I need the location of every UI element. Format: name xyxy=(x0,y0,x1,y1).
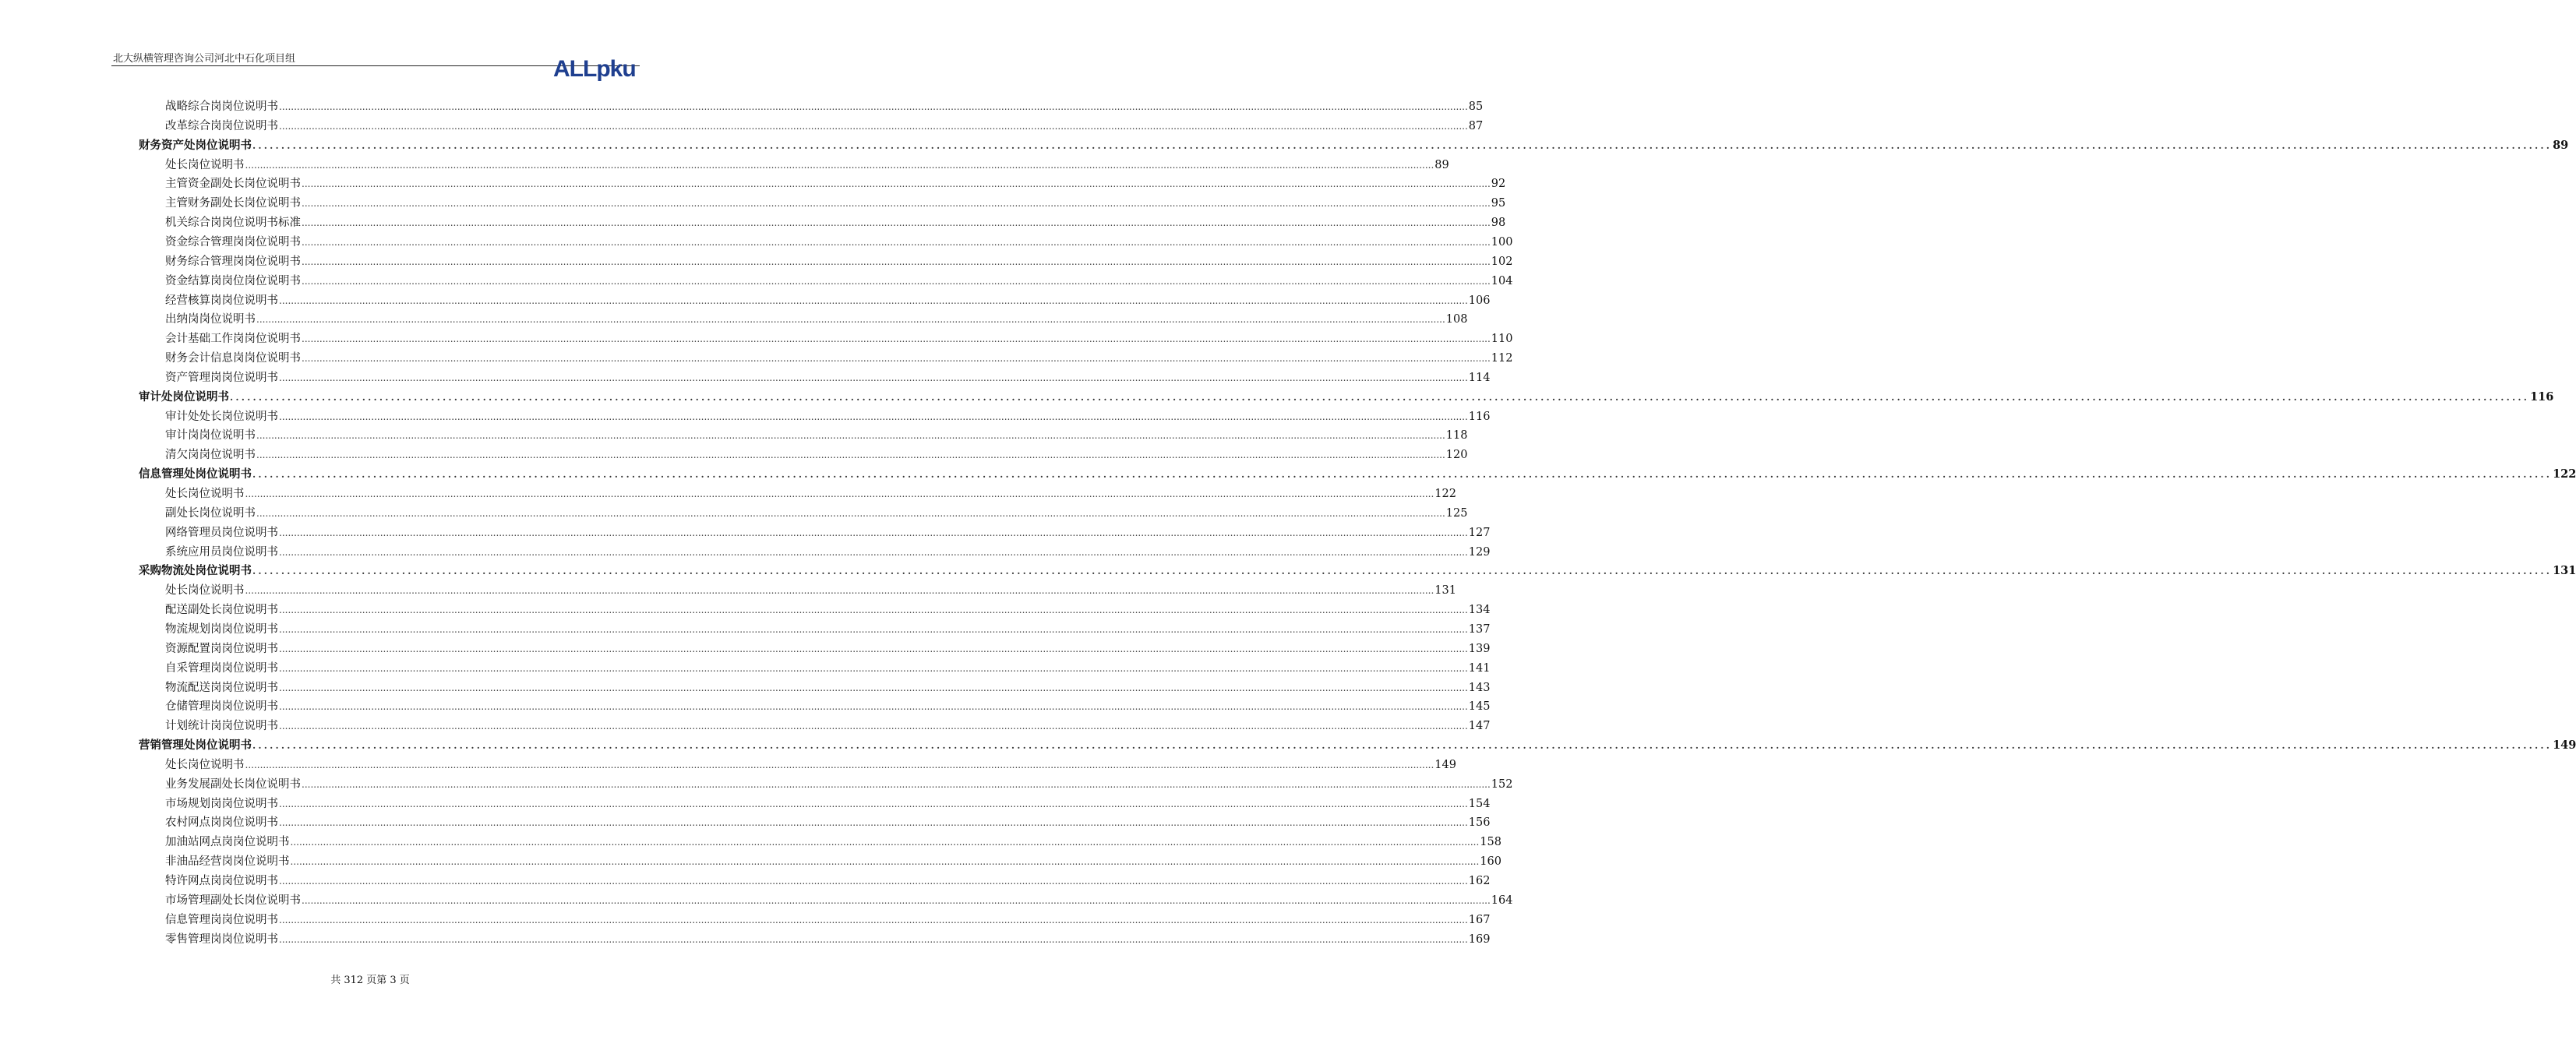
toc-section-entry[interactable] xyxy=(139,465,2576,485)
toc-entry-title: 改革综合岗岗位说明书 xyxy=(165,119,278,132)
toc-entry-title: 采购物流处岗位说明书 xyxy=(139,564,252,578)
toc-leader-dots: ................................................................................................................................................................................................................................................................................................................................................................................................................ xyxy=(279,643,1468,654)
toc-entry[interactable] xyxy=(165,813,1491,833)
toc-entry-title: 非油品经营岗岗位说明书 xyxy=(165,855,290,869)
toc-section-entry[interactable] xyxy=(139,388,2554,407)
toc-entry-page: 147 xyxy=(1468,720,1491,733)
toc-entry[interactable] xyxy=(165,581,1456,601)
toc-entry[interactable] xyxy=(165,291,1491,311)
toc-entry-title: 副处长岗位说明书 xyxy=(165,506,256,520)
toc-entry-title: 系统应用员岗位说明书 xyxy=(165,545,278,559)
toc-leader-dots: ................................................................................................................................................................................................................................................................................................................................................................................................................ xyxy=(279,527,1468,538)
toc-leader-dots: ................................................................................................................................................................................................................................................................................................................................................................................................................ xyxy=(302,778,1491,790)
toc-entry-page: 102 xyxy=(1491,255,1513,268)
toc-entry-title: 信息管理处岗位说明书 xyxy=(139,467,252,481)
toc-entry[interactable] xyxy=(165,446,1468,465)
toc-entry[interactable] xyxy=(165,252,1513,272)
toc-entry-page: 89 xyxy=(2553,138,2569,152)
toc-entry-page: 167 xyxy=(1468,913,1491,926)
toc-leader-dots: ................................................................................................................................................................................................................................................................................................................................................................................................................ xyxy=(290,837,1480,848)
toc-entry[interactable] xyxy=(165,795,1491,814)
toc-leader-dots: ................................................................................................................................................................................................................................................................................................................................................................................................................ xyxy=(302,217,1491,229)
toc-leader-dots: ................................................................................................................................................................................................................................................................................................................................................................................................................ xyxy=(302,198,1491,210)
toc-entry-title: 处长岗位说明书 xyxy=(165,758,245,771)
toc-entry-page: 122 xyxy=(2553,467,2576,481)
toc-entry-page: 169 xyxy=(1468,932,1491,946)
toc-entry[interactable] xyxy=(165,524,1491,543)
toc-leader-dots: ................................................................................................................................................................................................................................................................................................................................................................................................................ xyxy=(245,759,1434,770)
toc-leader-dots: ................................................................................................................................................................................................................................................................................................................................................................................................................ xyxy=(290,856,1480,868)
toc-leader-dots: ................................................................................................................................................................................................................................................................................................................................................................................................................ xyxy=(252,740,2553,752)
toc-leader-dots: ................................................................................................................................................................................................................................................................................................................................................................................................................ xyxy=(279,876,1468,887)
toc-leader-dots: ................................................................................................................................................................................................................................................................................................................................................................................................................ xyxy=(279,546,1468,558)
toc-leader-dots: ................................................................................................................................................................................................................................................................................................................................................................................................................ xyxy=(279,605,1468,616)
toc-entry-page: 162 xyxy=(1468,875,1491,887)
toc-entry[interactable] xyxy=(165,194,1506,213)
toc-entry-page: 149 xyxy=(1434,758,1456,771)
toc-entry-title: 市场管理副处长岗位说明书 xyxy=(165,894,301,907)
toc-entry-title: 资源配置岗岗位说明书 xyxy=(165,642,278,655)
toc-leader-dots: ................................................................................................................................................................................................................................................................................................................................................................................................................ xyxy=(279,623,1468,635)
toc-leader-dots: ................................................................................................................................................................................................................................................................................................................................................................................................................ xyxy=(279,798,1468,809)
toc-entry[interactable] xyxy=(165,213,1506,233)
toc-leader-dots: ................................................................................................................................................................................................................................................................................................................................................................................................................ xyxy=(252,139,2553,151)
toc-leader-dots: ................................................................................................................................................................................................................................................................................................................................................................................................................ xyxy=(245,488,1434,499)
toc-entry[interactable] xyxy=(165,407,1491,427)
toc-entry-title: 零售管理岗岗位说明书 xyxy=(165,932,278,946)
toc-entry[interactable] xyxy=(165,717,1491,736)
toc-entry-page: 149 xyxy=(2553,739,2576,753)
toc-leader-dots: ................................................................................................................................................................................................................................................................................................................................................................................................................ xyxy=(252,469,2553,481)
toc-entry-page: 131 xyxy=(2553,564,2576,578)
toc-entry-page: 137 xyxy=(1468,622,1491,636)
toc-entry-page: 134 xyxy=(1468,604,1491,617)
toc-leader-dots: ................................................................................................................................................................................................................................................................................................................................................................................................................ xyxy=(256,507,1445,519)
toc-leader-dots: ................................................................................................................................................................................................................................................................................................................................................................................................................ xyxy=(279,933,1468,945)
toc-leader-dots: ................................................................................................................................................................................................................................................................................................................................................................................................................ xyxy=(256,314,1445,326)
toc-entry[interactable] xyxy=(165,504,1468,524)
toc-section-entry[interactable] xyxy=(139,562,2576,581)
toc-leader-dots: ................................................................................................................................................................................................................................................................................................................................................................................................................ xyxy=(279,101,1468,112)
toc-leader-dots: ................................................................................................................................................................................................................................................................................................................................................................................................................ xyxy=(279,372,1468,383)
toc-leader-dots: ................................................................................................................................................................................................................................................................................................................................................................................................................ xyxy=(302,236,1491,248)
toc-entry-page: 100 xyxy=(1491,235,1513,249)
toc-entry-title: 财务综合管理岗岗位说明书 xyxy=(165,255,301,268)
toc-leader-dots: ................................................................................................................................................................................................................................................................................................................................................................................................................ xyxy=(302,256,1491,267)
toc-leader-dots: ................................................................................................................................................................................................................................................................................................................................................................................................................ xyxy=(256,430,1445,442)
toc-entry-title: 资金综合管理岗岗位说明书 xyxy=(165,235,301,249)
toc-leader-dots: ................................................................................................................................................................................................................................................................................................................................................................................................................ xyxy=(302,333,1491,345)
toc-leader-dots: ................................................................................................................................................................................................................................................................................................................................................................................................................ xyxy=(279,662,1468,674)
toc-entry-title: 信息管理岗岗位说明书 xyxy=(165,913,278,926)
toc-entry-page: 98 xyxy=(1491,217,1506,230)
toc-entry-title: 财务会计信息岗岗位说明书 xyxy=(165,352,301,365)
toc-leader-dots: ................................................................................................................................................................................................................................................................................................................................................................................................................ xyxy=(245,585,1434,597)
toc-entry-title: 物流配送岗岗位说明书 xyxy=(165,681,278,694)
toc-entry-title: 出纳岗岗位说明书 xyxy=(165,313,256,326)
toc-entry[interactable] xyxy=(165,97,1484,117)
toc-entry-title: 主管财务副处长岗位说明书 xyxy=(165,197,301,210)
toc-entry[interactable] xyxy=(165,543,1491,562)
toc-entry-page: 131 xyxy=(1434,584,1456,598)
toc-section-entry[interactable] xyxy=(139,136,2569,156)
toc-entry-page: 120 xyxy=(1445,449,1468,462)
toc-entry-page: 92 xyxy=(1491,178,1506,191)
toc-entry-page: 139 xyxy=(1468,642,1491,655)
toc-entry[interactable] xyxy=(165,233,1513,252)
toc-entry-page: 125 xyxy=(1445,506,1468,520)
toc-entry[interactable] xyxy=(165,697,1491,717)
toc-entry[interactable] xyxy=(165,852,1501,872)
toc-leader-dots: ................................................................................................................................................................................................................................................................................................................................................................................................................ xyxy=(302,275,1491,287)
logo-text: ALLpku xyxy=(553,56,636,82)
toc-entry[interactable] xyxy=(165,620,1491,640)
toc-leader-dots: ................................................................................................................................................................................................................................................................................................................................................................................................................ xyxy=(256,449,1445,461)
toc-leader-dots: ................................................................................................................................................................................................................................................................................................................................................................................................................ xyxy=(245,159,1434,171)
toc-entry-page: 116 xyxy=(2530,390,2554,404)
toc-entry[interactable] xyxy=(165,911,1491,930)
toc-entry-page: 154 xyxy=(1468,797,1491,810)
toc-entry-title: 仓储管理岗岗位说明书 xyxy=(165,700,278,714)
toc-entry-page: 106 xyxy=(1468,294,1491,307)
toc-entry[interactable] xyxy=(165,368,1491,388)
toc-entry-page: 114 xyxy=(1468,371,1491,384)
toc-entry-title: 审计处岗位说明书 xyxy=(139,390,229,404)
toc-entry-title: 清欠岗岗位说明书 xyxy=(165,449,256,462)
company-logo xyxy=(553,55,644,84)
toc-entry-title: 财务资产处岗位说明书 xyxy=(139,138,252,152)
toc-entry-page: 141 xyxy=(1468,661,1491,675)
toc-entry-title: 战略综合岗岗位说明书 xyxy=(165,100,278,113)
toc-leader-dots: ................................................................................................................................................................................................................................................................................................................................................................................................................ xyxy=(279,411,1468,422)
toc-entry-title: 业务发展副处长岗位说明书 xyxy=(165,777,301,791)
page-footer: 共 312 页第 3 页 xyxy=(330,975,410,986)
toc-entry[interactable] xyxy=(165,679,1491,698)
toc-entry[interactable] xyxy=(165,601,1491,620)
toc-leader-dots: ................................................................................................................................................................................................................................................................................................................................................................................................................ xyxy=(302,894,1491,906)
toc-leader-dots: ................................................................................................................................................................................................................................................................................................................................................................................................................ xyxy=(279,817,1468,829)
toc-entry-page: 110 xyxy=(1491,333,1513,346)
toc-entry-title: 物流规划岗岗位说明书 xyxy=(165,622,278,636)
toc-entry[interactable] xyxy=(165,833,1501,852)
toc-leader-dots: ................................................................................................................................................................................................................................................................................................................................................................................................................ xyxy=(230,391,2530,403)
toc-entry-title: 会计基础工作岗岗位说明书 xyxy=(165,333,301,346)
toc-entry-title: 计划统计岗岗位说明书 xyxy=(165,720,278,733)
toc-entry[interactable] xyxy=(165,659,1491,679)
toc-entry[interactable] xyxy=(165,117,1484,136)
toc-entry-title: 资产管理岗岗位说明书 xyxy=(165,371,278,384)
toc-leader-dots: ................................................................................................................................................................................................................................................................................................................................................................................................................ xyxy=(302,178,1491,190)
toc-leader-dots: ................................................................................................................................................................................................................................................................................................................................................................................................................ xyxy=(279,120,1468,132)
toc-entry-page: 122 xyxy=(1434,488,1456,500)
toc-leader-dots: ................................................................................................................................................................................................................................................................................................................................................................................................................ xyxy=(279,914,1468,925)
toc-entry-page: 127 xyxy=(1468,526,1491,539)
toc-entry-page: 108 xyxy=(1445,313,1468,326)
toc-entry-page: 160 xyxy=(1480,855,1501,869)
toc-entry-page: 116 xyxy=(1468,410,1491,423)
toc-entry[interactable] xyxy=(165,156,1449,175)
toc-entry[interactable] xyxy=(165,872,1491,891)
toc-entry-page: 152 xyxy=(1491,777,1513,791)
toc-entry-page: 156 xyxy=(1468,816,1491,830)
toc-entry-page: 158 xyxy=(1480,836,1501,849)
toc-entry-page: 95 xyxy=(1491,197,1506,210)
toc-entry-title: 机关综合岗岗位说明书标准 xyxy=(165,217,301,230)
toc-leader-dots: ................................................................................................................................................................................................................................................................................................................................................................................................................ xyxy=(252,566,2553,577)
toc-leader-dots: ................................................................................................................................................................................................................................................................................................................................................................................................................ xyxy=(302,353,1491,365)
toc-entry-page: 118 xyxy=(1445,429,1468,442)
toc-entry[interactable] xyxy=(165,756,1456,775)
toc-entry-title: 审计岗岗位说明书 xyxy=(165,429,256,442)
toc-entry-title: 特许网点岗岗位说明书 xyxy=(165,875,278,887)
toc-entry[interactable] xyxy=(165,485,1456,504)
toc-entry[interactable] xyxy=(165,174,1506,194)
toc-entry-title: 审计处处长岗位说明书 xyxy=(165,410,278,423)
toc-entry[interactable] xyxy=(165,640,1491,659)
toc-entry[interactable] xyxy=(165,349,1513,368)
toc-entry-page: 129 xyxy=(1468,545,1491,559)
toc-entry[interactable] xyxy=(165,426,1468,446)
toc-entry-page: 85 xyxy=(1468,100,1484,113)
toc-entry-title: 处长岗位说明书 xyxy=(165,158,245,171)
toc-entry[interactable] xyxy=(165,272,1513,291)
toc-entry-title: 处长岗位说明书 xyxy=(165,584,245,598)
header-org-text: 北大纵横管理咨询公司河北中石化项目组 xyxy=(113,53,296,65)
toc-leader-dots: ................................................................................................................................................................................................................................................................................................................................................................................................................ xyxy=(279,721,1468,732)
toc-entry-title: 营销管理处岗位说明书 xyxy=(139,739,252,753)
toc-leader-dots: ................................................................................................................................................................................................................................................................................................................................................................................................................ xyxy=(279,682,1468,693)
toc-entry-title: 市场规划岗岗位说明书 xyxy=(165,797,278,810)
toc-entry-page: 87 xyxy=(1468,119,1484,132)
toc-entry-page: 112 xyxy=(1491,352,1513,365)
toc-section-entry[interactable] xyxy=(139,736,2576,756)
toc-entry-title: 农村网点岗岗位说明书 xyxy=(165,816,278,830)
toc-entry-title: 资金结算岗岗位岗位说明书 xyxy=(165,274,301,287)
toc-entry-title: 配送副处长岗位说明书 xyxy=(165,604,278,617)
toc-entry-page: 89 xyxy=(1434,158,1449,171)
toc-entry-title: 主管资金副处长岗位说明书 xyxy=(165,178,301,191)
toc-entry[interactable] xyxy=(165,310,1468,330)
toc-entry[interactable] xyxy=(165,775,1513,795)
toc-entry-title: 加油站网点岗岗位说明书 xyxy=(165,836,290,849)
toc-entry-title: 经营核算岗岗位说明书 xyxy=(165,294,278,307)
toc-entry-page: 143 xyxy=(1468,681,1491,694)
toc-entry[interactable] xyxy=(165,891,1513,911)
toc-entry-title: 自采管理岗岗位说明书 xyxy=(165,661,278,675)
toc-entry[interactable] xyxy=(165,930,1491,950)
toc-leader-dots: ................................................................................................................................................................................................................................................................................................................................................................................................................ xyxy=(279,701,1468,713)
toc-entry-page: 145 xyxy=(1468,700,1491,714)
toc-entry-page: 164 xyxy=(1491,894,1513,907)
toc-entry-page: 104 xyxy=(1491,274,1513,287)
toc-entry[interactable] xyxy=(165,330,1513,349)
toc-entry-title: 处长岗位说明书 xyxy=(165,488,245,500)
toc-leader-dots: ................................................................................................................................................................................................................................................................................................................................................................................................................ xyxy=(279,294,1468,306)
toc-entry-title: 网络管理员岗位说明书 xyxy=(165,526,278,539)
